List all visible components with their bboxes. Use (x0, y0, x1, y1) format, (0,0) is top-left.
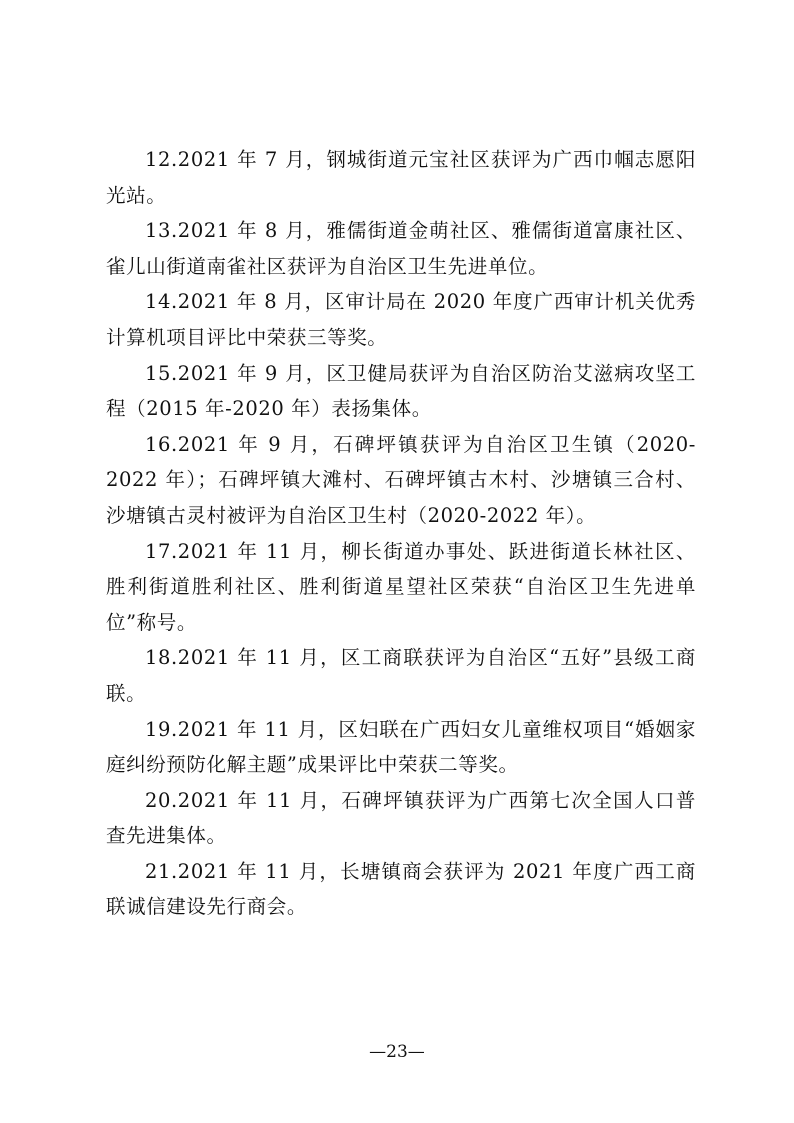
paragraph-item-12: 12.2021 年 7 月，钢城街道元宝社区获评为广西巾帼志愿阳光站。 (106, 148, 696, 207)
paragraph-item-16: 16.2021 年 9 月，石碑坪镇获评为自治区卫生镇（2020-2022 年）；石碑坪镇大滩村、石碑坪镇古木村、沙塘镇三合村、沙塘镇古灵村被评为自治区卫生村（2020-2022 年）。 (106, 432, 696, 527)
paragraph-item-18: 18.2021 年 11 月，区工商联获评为自治区“五好”县级工商联。 (106, 646, 696, 705)
paragraph-item-14: 14.2021 年 8 月，区审计局在 2020 年度广西审计机关优秀计算机项目评比中荣获三等奖。 (106, 290, 696, 349)
paragraph-item-13: 13.2021 年 8 月，雅儒街道金萌社区、雅儒街道富康社区、雀儿山街道南雀社区获评为自治区卫生先进单位。 (106, 219, 696, 278)
paragraph-item-17: 17.2021 年 11 月，柳长街道办事处、跃进街道长林社区、胜利街道胜利社区、胜利街道星望社区荣获“自治区卫生先进单位”称号。 (106, 539, 696, 634)
document-body (106, 142, 696, 925)
paragraph-item-15: 15.2021 年 9 月，区卫健局获评为自治区防治艾滋病攻坚工程（2015 年-2020 年）表扬集体。 (106, 361, 696, 421)
paragraph-item-20: 20.2021 年 11 月，石碑坪镇获评为广西第七次全国人口普查先进集体。 (106, 788, 696, 848)
paragraph-item-21: 21.2021 年 11 月，长塘镇商会获评为 2021 年度广西工商联诚信建设先行商会。 (106, 859, 696, 919)
paragraph-item-19: 19.2021 年 11 月，区妇联在广西妇女儿童维权项目“婚姻家庭纠纷预防化解主题”成果评比中荣获二等奖。 (106, 717, 696, 777)
page-number: —23— (369, 1042, 425, 1062)
